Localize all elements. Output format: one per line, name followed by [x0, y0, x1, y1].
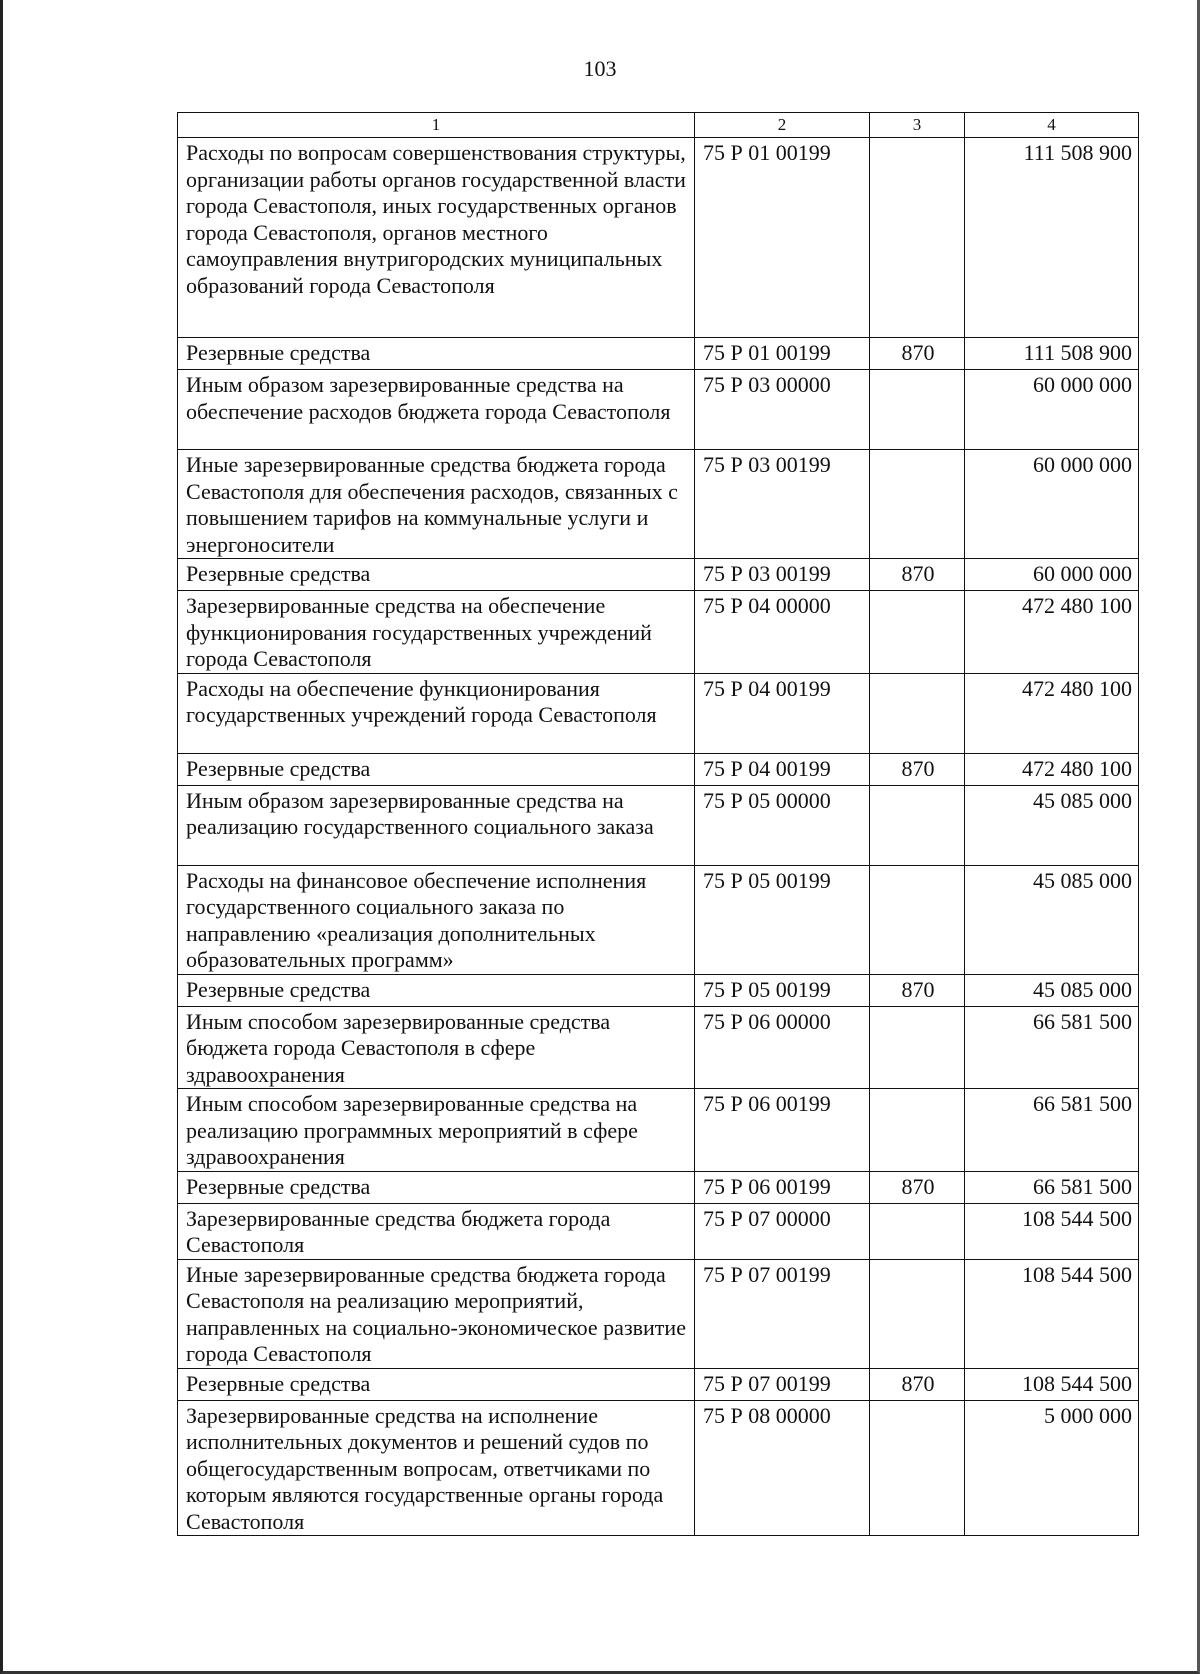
row-sum: 60 000 000 [965, 370, 1139, 450]
table-row [178, 1006, 1139, 1089]
row-sum: 60 000 000 [965, 559, 1139, 591]
row-name: Резервные средства [178, 559, 695, 591]
row-sum: 472 480 100 [965, 753, 1139, 785]
row-name: Зарезервированные средства бюджета города Севастополя [178, 1203, 695, 1259]
row-sum: 111 508 900 [965, 138, 1139, 338]
row-sum: 66 581 500 [965, 1171, 1139, 1203]
table-row [178, 1400, 1139, 1536]
row-name: Иным образом зарезервированные средства на реализацию государственного социального заказа [178, 785, 695, 865]
table-header-row [178, 113, 1139, 138]
row-name: Расходы на финансовое обеспечение исполнения государственного социального заказа по направлению «реализация дополнительных образовательных программ» [178, 865, 695, 974]
row-name: Зарезервированные средства на исполнение исполнительных документов и решений судов по общегосударственным вопросам, ответчиками по которым являются государственные органы города Севастополя [178, 1400, 695, 1536]
row-name: Иным образом зарезервированные средства на обеспечение расходов бюджета города Севастополя [178, 370, 695, 450]
row-sum: 472 480 100 [965, 673, 1139, 753]
row-name: Иным способом зарезервированные средства бюджета города Севастополя в сфере здравоохранения [178, 1006, 695, 1089]
row-kvr [870, 138, 965, 338]
row-sum: 108 544 500 [965, 1203, 1139, 1259]
row-code: 75 Р 06 00199 [695, 1171, 870, 1203]
row-code: 75 Р 05 00199 [695, 865, 870, 974]
table-row [178, 1259, 1139, 1368]
row-kvr [870, 1400, 965, 1536]
row-kvr [870, 785, 965, 865]
table-row [178, 1368, 1139, 1400]
table-row [178, 450, 1139, 559]
row-kvr [870, 1089, 965, 1172]
row-kvr: 870 [870, 1368, 965, 1400]
row-sum: 108 544 500 [965, 1259, 1139, 1368]
row-kvr: 870 [870, 338, 965, 370]
table-row [178, 974, 1139, 1006]
table-row [178, 591, 1139, 674]
table-row [178, 338, 1139, 370]
row-kvr: 870 [870, 1171, 965, 1203]
header-col-3: 3 [870, 113, 965, 138]
row-name: Расходы на обеспечение функционирования государственных учреждений города Севастополя [178, 673, 695, 753]
row-sum: 66 581 500 [965, 1089, 1139, 1172]
row-kvr [870, 591, 965, 674]
row-code: 75 Р 03 00199 [695, 450, 870, 559]
row-code: 75 Р 01 00199 [695, 138, 870, 338]
row-name: Резервные средства [178, 338, 695, 370]
budget-table [177, 112, 1139, 1536]
row-kvr [870, 1006, 965, 1089]
row-sum: 45 085 000 [965, 974, 1139, 1006]
table-row [178, 753, 1139, 785]
page-number: 103 [583, 56, 617, 81]
row-kvr [870, 1203, 965, 1259]
row-name: Зарезервированные средства на обеспечение функционирования государственных учреждений города Севастополя [178, 591, 695, 674]
row-code: 75 Р 03 00000 [695, 370, 870, 450]
row-kvr [870, 673, 965, 753]
row-sum: 66 581 500 [965, 1006, 1139, 1089]
table-row [178, 785, 1139, 865]
row-kvr: 870 [870, 753, 965, 785]
table-row [178, 1089, 1139, 1172]
table-row [178, 370, 1139, 450]
row-sum: 111 508 900 [965, 338, 1139, 370]
row-code: 75 Р 04 00199 [695, 673, 870, 753]
row-name: Резервные средства [178, 1171, 695, 1203]
row-code: 75 Р 03 00199 [695, 559, 870, 591]
row-code: 75 Р 01 00199 [695, 338, 870, 370]
row-name: Иные зарезервированные средства бюджета города Севастополя для обеспечения расходов, связанных с повышением тарифов на коммунальные услуги и энергоносители [178, 450, 695, 559]
row-code: 75 Р 04 00000 [695, 591, 870, 674]
table-row [178, 1171, 1139, 1203]
row-name: Расходы по вопросам совершенствования структуры, организации работы органов государственной власти города Севастополя, иных государственных органов города Севастополя, органов местного самоуправления внутригородских муниципальных образований города Севастополя [178, 138, 695, 338]
row-sum: 108 544 500 [965, 1368, 1139, 1400]
row-sum: 45 085 000 [965, 865, 1139, 974]
row-code: 75 Р 08 00000 [695, 1400, 870, 1536]
table-row [178, 865, 1139, 974]
row-name: Иным способом зарезервированные средства на реализацию программных мероприятий в сфере здравоохранения [178, 1089, 695, 1172]
header-col-4: 4 [965, 113, 1139, 138]
row-code: 75 Р 07 00199 [695, 1259, 870, 1368]
row-kvr [870, 450, 965, 559]
table-row [178, 559, 1139, 591]
table-row [178, 673, 1139, 753]
row-name: Резервные средства [178, 974, 695, 1006]
row-name: Резервные средства [178, 1368, 695, 1400]
row-kvr [870, 865, 965, 974]
row-sum: 60 000 000 [965, 450, 1139, 559]
row-sum: 45 085 000 [965, 785, 1139, 865]
row-kvr: 870 [870, 559, 965, 591]
row-code: 75 Р 04 00199 [695, 753, 870, 785]
table-row [178, 138, 1139, 338]
row-name: Резервные средства [178, 753, 695, 785]
row-kvr [870, 1259, 965, 1368]
row-code: 75 Р 05 00000 [695, 785, 870, 865]
row-kvr [870, 370, 965, 450]
header-col-1: 1 [178, 113, 695, 138]
row-code: 75 Р 06 00199 [695, 1089, 870, 1172]
row-code: 75 Р 05 00199 [695, 974, 870, 1006]
row-name: Иные зарезервированные средства бюджета города Севастополя на реализацию мероприятий, направленных на социально-экономическое развитие города Севастополя [178, 1259, 695, 1368]
header-col-2: 2 [695, 113, 870, 138]
row-code: 75 Р 07 00199 [695, 1368, 870, 1400]
table-row [178, 1203, 1139, 1259]
row-kvr: 870 [870, 974, 965, 1006]
row-sum: 472 480 100 [965, 591, 1139, 674]
row-code: 75 Р 07 00000 [695, 1203, 870, 1259]
row-code: 75 Р 06 00000 [695, 1006, 870, 1089]
row-sum: 5 000 000 [965, 1400, 1139, 1536]
